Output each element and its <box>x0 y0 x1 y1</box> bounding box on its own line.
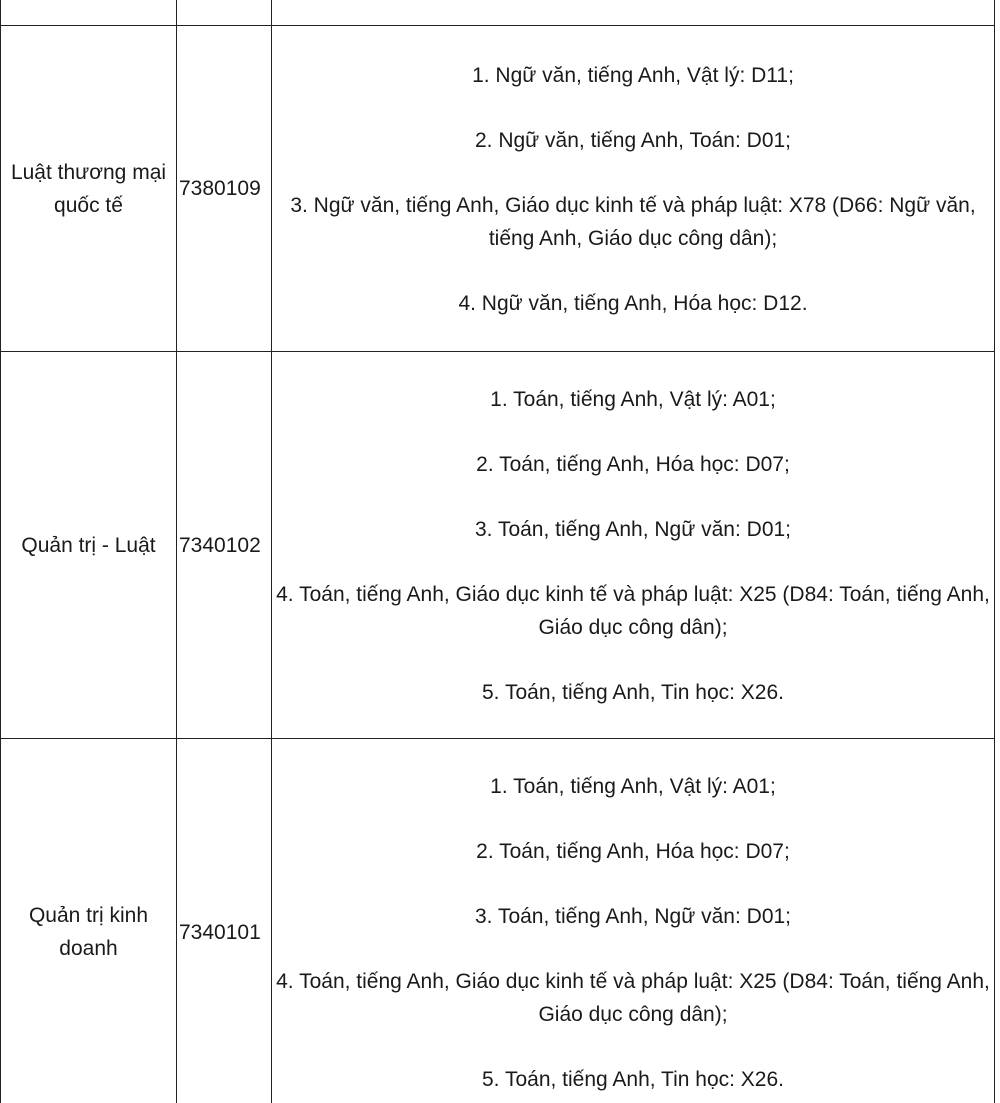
combination-item: 5. Toán, tiếng Anh, Tin học: X26. <box>482 681 784 704</box>
combination-item: 1. Toán, tiếng Anh, Vật lý: A01; <box>490 388 776 411</box>
major-code-cell: 7380109 <box>177 26 272 352</box>
combination-item: 1. Ngữ văn, tiếng Anh, Vật lý: D11; <box>472 64 794 87</box>
combination-item: 4. Toán, tiếng Anh, Giáo dục kinh tế và pháp luật: X25 (D84: Toán, tiếng Anh, Giáo dục công dân); <box>276 583 990 639</box>
table-row <box>1 352 995 739</box>
combination-item: 1. Toán, tiếng Anh, Vật lý: A01; <box>490 775 776 798</box>
major-name-cell: Quản trị - Luật <box>1 352 177 739</box>
major-name-cell: Quản trị kinh doanh <box>1 739 177 1103</box>
table-row-top-partial <box>1 0 995 26</box>
combination-item: 2. Toán, tiếng Anh, Hóa học: D07; <box>476 840 790 863</box>
subject-combinations-cell <box>272 739 995 1103</box>
combination-item: 4. Toán, tiếng Anh, Giáo dục kinh tế và pháp luật: X25 (D84: Toán, tiếng Anh, Giáo dục công dân); <box>276 970 990 1026</box>
major-code-cell: 7340101 <box>177 739 272 1103</box>
combination-item: 3. Toán, tiếng Anh, Ngữ văn: D01; <box>474 905 792 928</box>
combination-item: 4. Ngữ văn, tiếng Anh, Hóa học: D12. <box>458 292 808 315</box>
combination-item: 2. Ngữ văn, tiếng Anh, Toán: D01; <box>474 129 792 152</box>
combination-item: 3. Toán, tiếng Anh, Ngữ văn: D01; <box>474 518 792 541</box>
combination-item: 5. Toán, tiếng Anh, Tin học: X26. <box>482 1068 784 1091</box>
cell-empty <box>1 0 177 26</box>
cell-empty <box>272 0 995 26</box>
table-row <box>1 739 995 1103</box>
major-name-cell: Luật thương mại quốc tế <box>1 26 177 352</box>
combination-item: 3. Ngữ văn, tiếng Anh, Giáo dục kinh tế và pháp luật: X78 (D66: Ngữ văn, tiếng Anh, Giáo dục công dân); <box>290 194 976 250</box>
cell-empty <box>177 0 272 26</box>
combination-item: 2. Toán, tiếng Anh, Hóa học: D07; <box>476 453 790 476</box>
table-row <box>1 26 995 352</box>
major-code-cell: 7340102 <box>177 352 272 739</box>
subject-combinations-cell <box>272 26 995 352</box>
subject-combinations-cell <box>272 352 995 739</box>
